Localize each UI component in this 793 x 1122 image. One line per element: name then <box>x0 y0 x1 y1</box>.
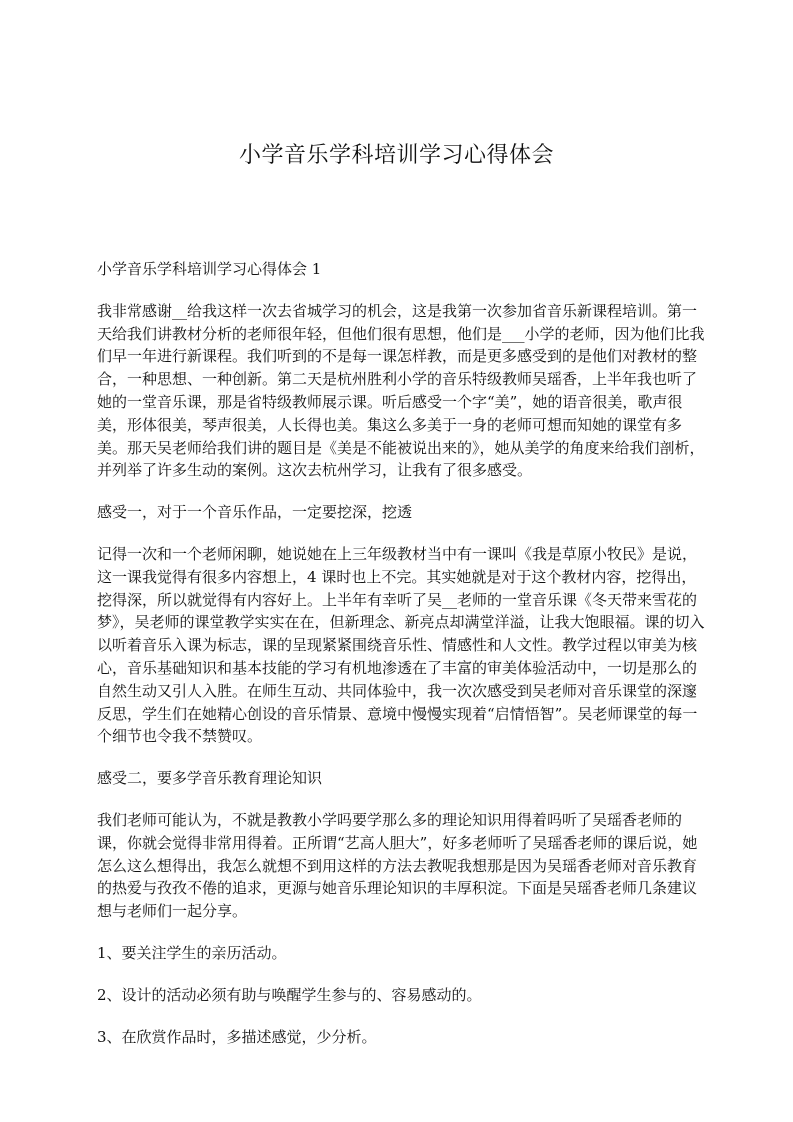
list-item: 1、要关注学生的亲历活动。 <box>97 943 287 962</box>
section-subtitle: 小学音乐学科培训学习心得体会 1 <box>97 260 322 278</box>
list-item: 3、在欣赏作品时，多描述感觉，少分析。 <box>97 1027 377 1046</box>
list-item: 2、设计的活动必须有助与唤醒学生参与的、容易感动的。 <box>97 985 482 1004</box>
section-heading-feeling-one: 感受一，对于一个音乐作品，一定要挖深，挖透 <box>97 503 413 522</box>
paragraph-feeling-two: 我们老师可能认为，不就是教教小学吗要学那么多的理论知识用得着吗听了吴瑶香老师的课，你就会觉得非常用得着。正所谓“艺高人胆大”，好多老师听了吴瑶香老师的课后说，她怎么这么想得出，我怎么就想不到用这样的方法去教呢我想那是因为吴瑶香老师对音乐教育的热爱与孜孜不倦的追求，更源与她音乐理论知识的丰厚积淀。下面是吴瑶香老师几条建议想与老师们一起分享。 <box>97 810 698 921</box>
paragraph-intro: 我非常感谢__给我这样一次去省城学习的机会，这是我第一次参加省音乐新课程培训。第一天给我们讲教材分析的老师很年轻，但他们很有思想，他们是___小学的老师，因为他们比我们早一年进行新课程。我们听到的不是每一课怎样教，而是更多感受到的是他们对教材的整合，一种思想、一种创新。第二天是杭州胜利小学的音乐特级教师吴瑶香，上半年我也听了她的一堂音乐课，那是省特级教师展示课。听后感受一个字“美”，她的语音很美，歌声很美，形体很美，琴声很美，人长得也美。集这么多美于一身的老师可想而知她的课堂有多美。那天吴老师给我们讲的题目是《美是不能被说出来的》，她从美学的角度来给我们剖析，并列举了许多生动的案例。这次去杭州学习，让我有了很多感受。 <box>97 301 705 480</box>
document-body <box>97 258 707 1067</box>
document-title: 小学音乐学科培训学习心得体会 <box>238 143 554 168</box>
paragraph-feeling-one: 记得一次和一个老师闲聊，她说她在上三年级教材当中有一课叫《我是草原小牧民》是说，这一课我觉得有很多内容想上，4 课时也上不完。其实她就是对于这个教材内容，挖得出，挖得深，所以就觉得有内容好上。上半年有幸听了吴__老师的一堂音乐课《冬天带来雪花的梦》，吴老师的课堂教学实实在在，但新理念、新亮点却满堂洋溢，让我大饱眼福。课的切入以听着音乐入课为标志，课的呈现紧紧围绕音乐性、情感性和人文性。教学过程以审美为核心，音乐基础知识和基本技能的学习有机地渗透在了丰富的审美体验活动中，一切是那么的自然生动又引人入胜。在师生互动、共同体验中，我一次次感受到吴老师对音乐课堂的深邃反思，学生们在她精心创设的音乐情景、意境中慢慢实现着“启情悟智”。吴老师课堂的每一个细节也令我不禁赞叹。 <box>97 544 705 746</box>
section-heading-feeling-two: 感受二，要多学音乐教育理论知识 <box>97 769 323 788</box>
